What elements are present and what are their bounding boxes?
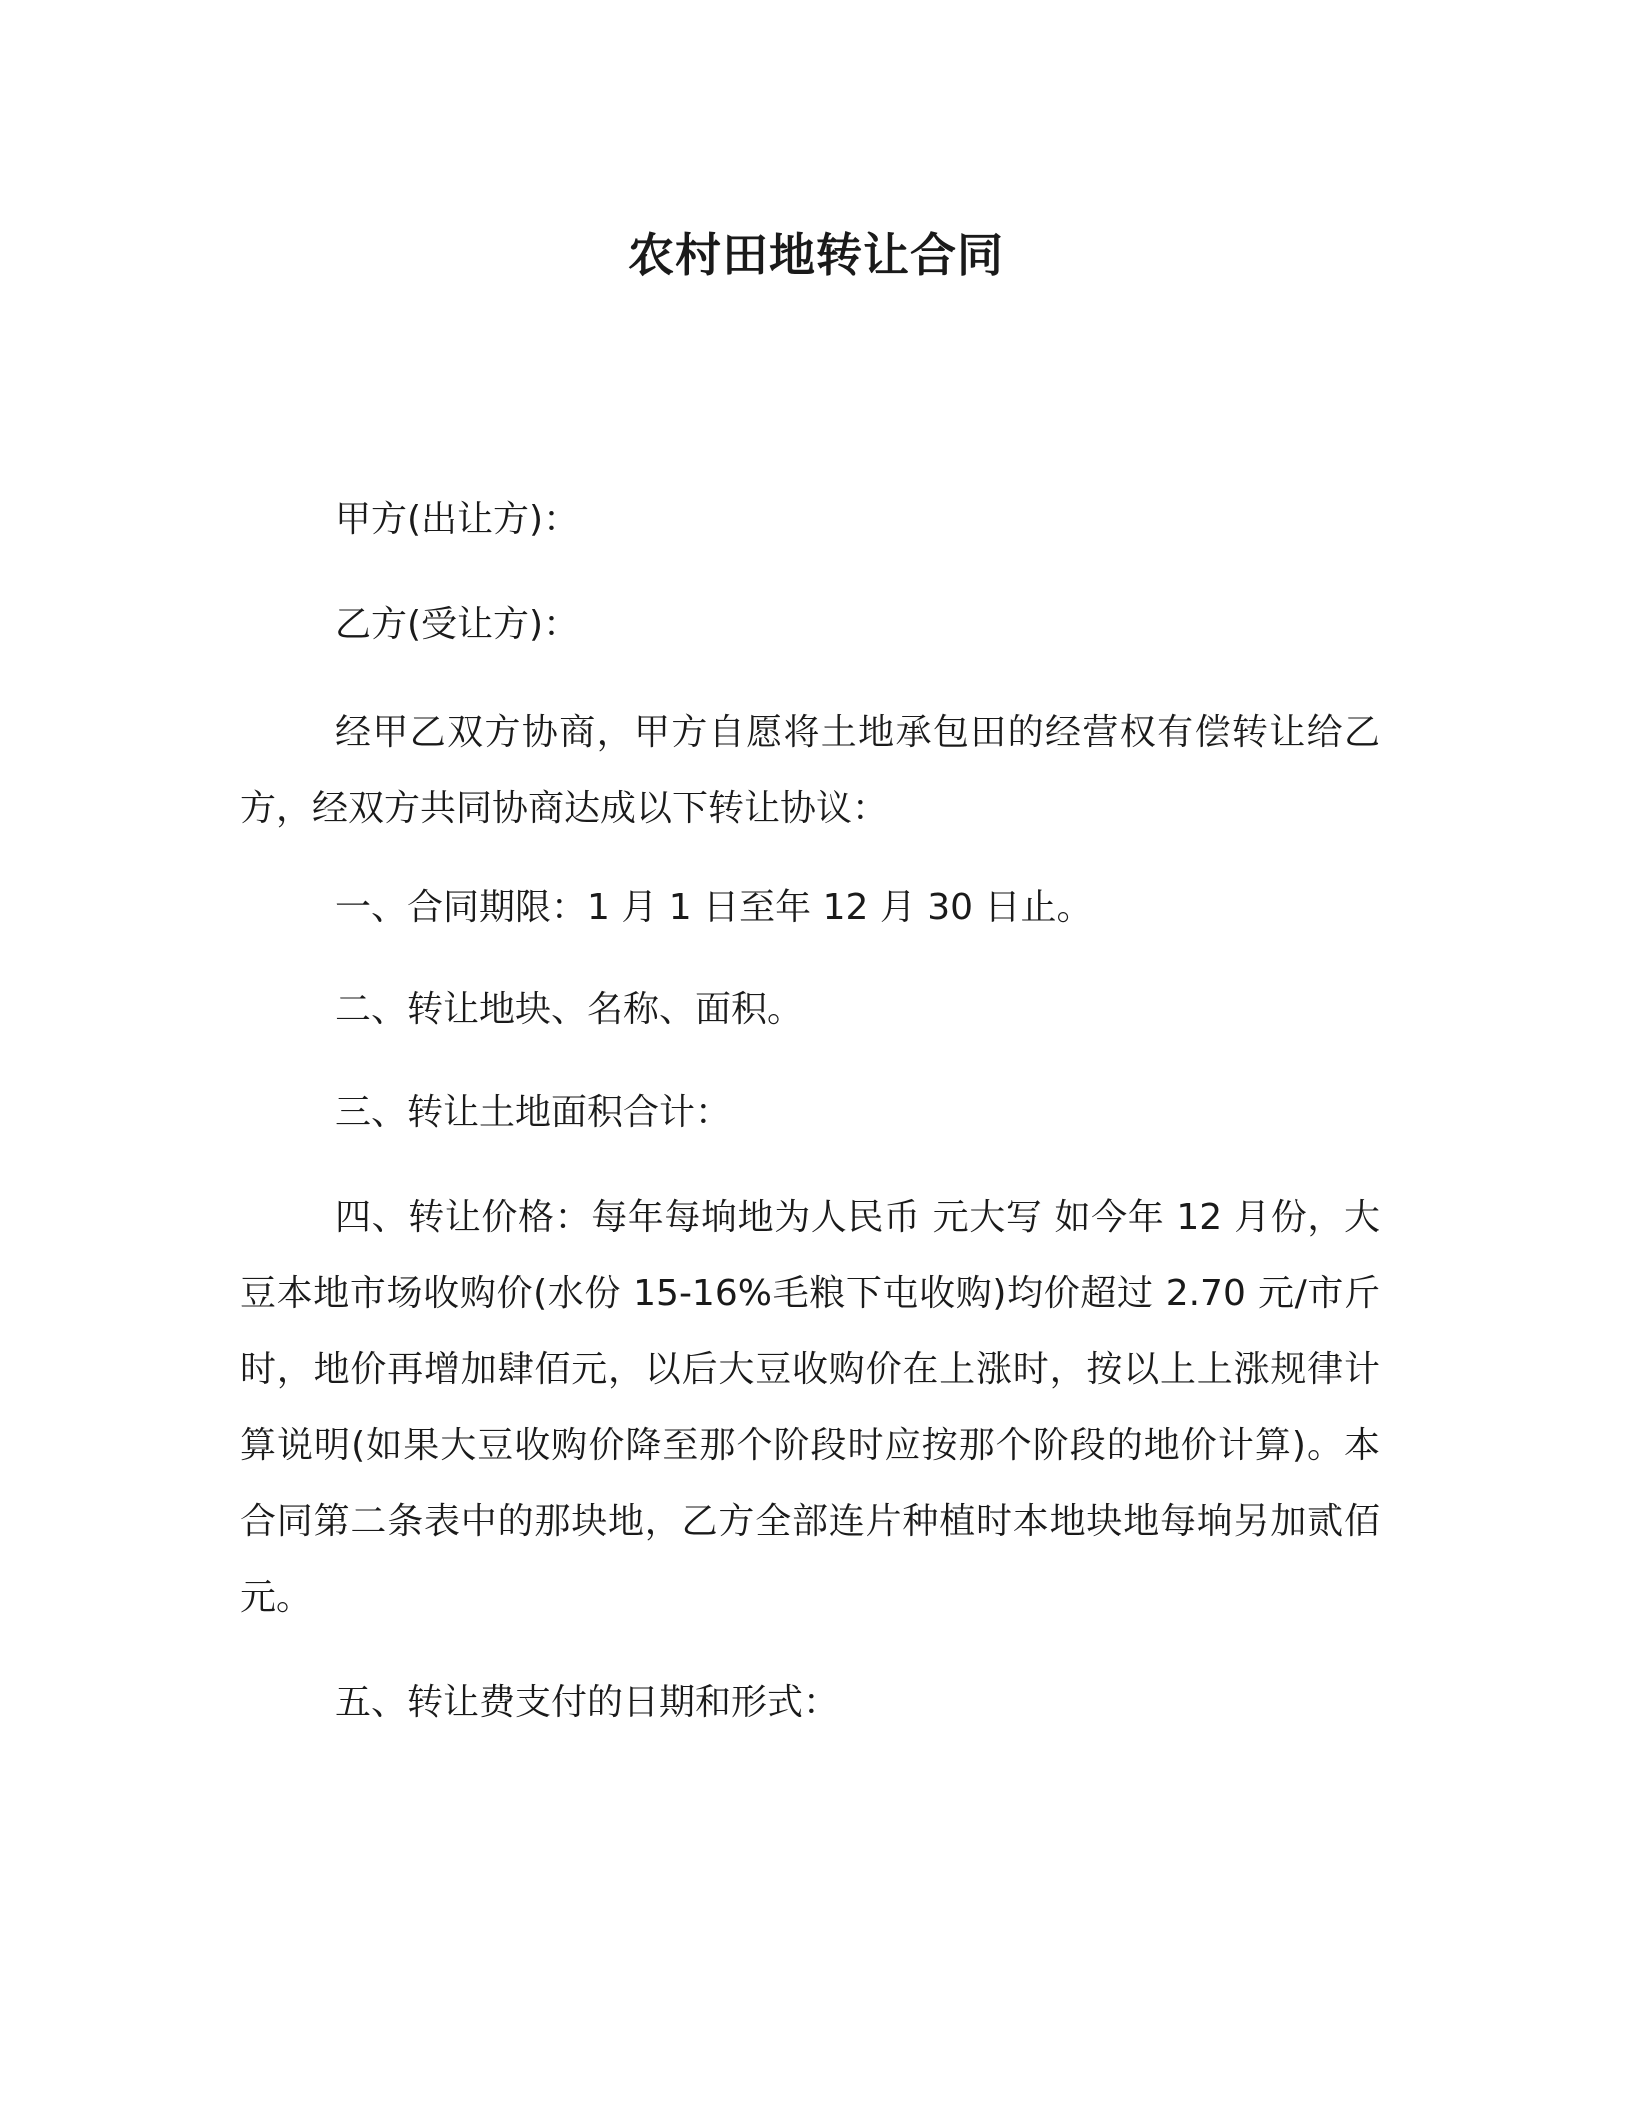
party-b-line: 乙方(受让方)： bbox=[335, 604, 580, 645]
clause-1: 一、合同期限：1 月 1 日至年 12 月 30 日止。 bbox=[335, 887, 1093, 928]
intro-paragraph: 经甲乙双方协商，甲方自愿将土地承包田的经营权有偿转让给乙方，经双方共同协商达成以下转让协议： bbox=[240, 712, 1380, 829]
clause-2: 二、转让地块、名称、面积。 bbox=[335, 989, 804, 1030]
clause-4-paragraph: 四、转让价格：每年每垧地为人民币 元大写 如今年 12 月份，大豆本地市场收购价(水份 15-16%毛粮下屯收购)均价超过 2.70 元/市斤时，地价再增加肆佰元，以后大豆收购价在上涨时，按以上上涨规律计算说明(如果大豆收购价降至那个阶段时应按那个阶段的地价计算)。本合同第二条表中的那块地，乙方全部连片种植时本地块地每垧另加贰佰元。 bbox=[240, 1197, 1380, 1618]
clause-5: 五、转让费支付的日期和形式： bbox=[335, 1682, 840, 1723]
document-title: 农村田地转让合同 bbox=[628, 228, 1004, 282]
clause-3: 三、转让土地面积合计： bbox=[335, 1092, 732, 1133]
party-a-line: 甲方(出让方)： bbox=[335, 499, 580, 540]
